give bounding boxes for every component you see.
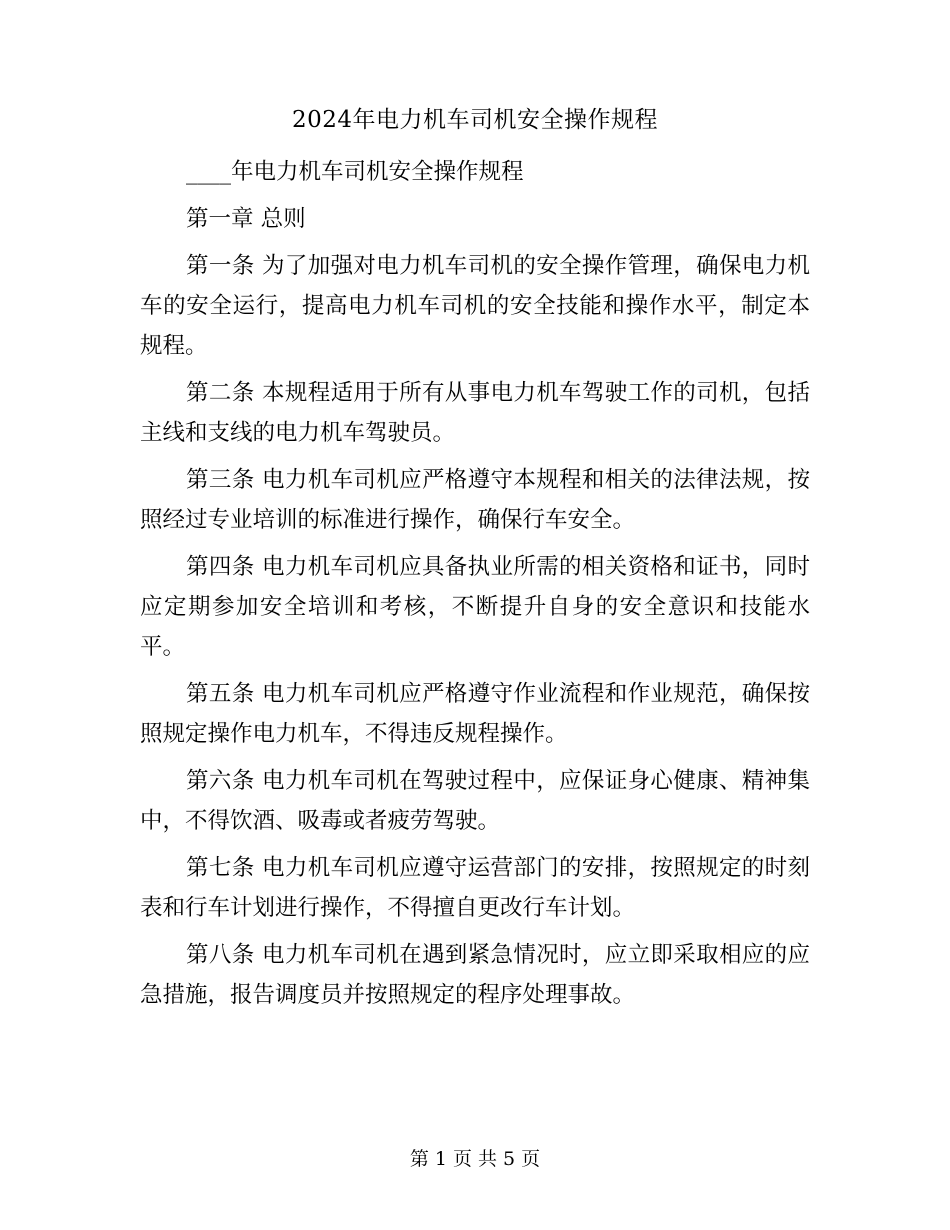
- paragraph-article-4: 第四条 电力机车司机应具备执业所需的相关资格和证书，同时应定期参加安全培训和考核，不断提升自身的安全意识和技能水平。: [140, 554, 810, 660]
- paragraph-subtitle: ____年电力机车司机安全操作规程: [186, 159, 524, 185]
- paragraph-chapter-heading: 第一章 总则: [186, 206, 306, 232]
- paragraph-article-6: 第六条 电力机车司机在驾驶过程中，应保证身心健康、精神集中，不得饮酒、吸毒或者疲劳驾驶。: [140, 768, 810, 834]
- paragraph-article-1: 第一条 为了加强对电力机车司机的安全操作管理，确保电力机车的安全运行，提高电力机车司机的安全技能和操作水平，制定本规程。: [140, 253, 810, 359]
- paragraph-article-5: 第五条 电力机车司机应严格遵守作业流程和作业规范，确保按照规定操作电力机车，不得违反规程操作。: [140, 681, 810, 747]
- document-body: [140, 152, 810, 1022]
- page-number-footer: 第 1 页 共 5 页: [409, 1148, 541, 1170]
- paragraph-article-2: 第二条 本规程适用于所有从事电力机车驾驶工作的司机，包括主线和支线的电力机车驾驶员。: [140, 380, 810, 446]
- paragraph-article-8: 第八条 电力机车司机在遇到紧急情况时，应立即采取相应的应急措施，报告调度员并按照规定的程序处理事故。: [140, 942, 810, 1008]
- document-title: 2024年电力机车司机安全操作规程: [291, 107, 659, 133]
- paragraph-article-7: 第七条 电力机车司机应遵守运营部门的安排，按照规定的时刻表和行车计划进行操作，不得擅自更改行车计划。: [140, 855, 810, 921]
- paragraph-article-3: 第三条 电力机车司机应严格遵守本规程和相关的法律法规，按照经过专业培训的标准进行操作，确保行车安全。: [140, 467, 810, 533]
